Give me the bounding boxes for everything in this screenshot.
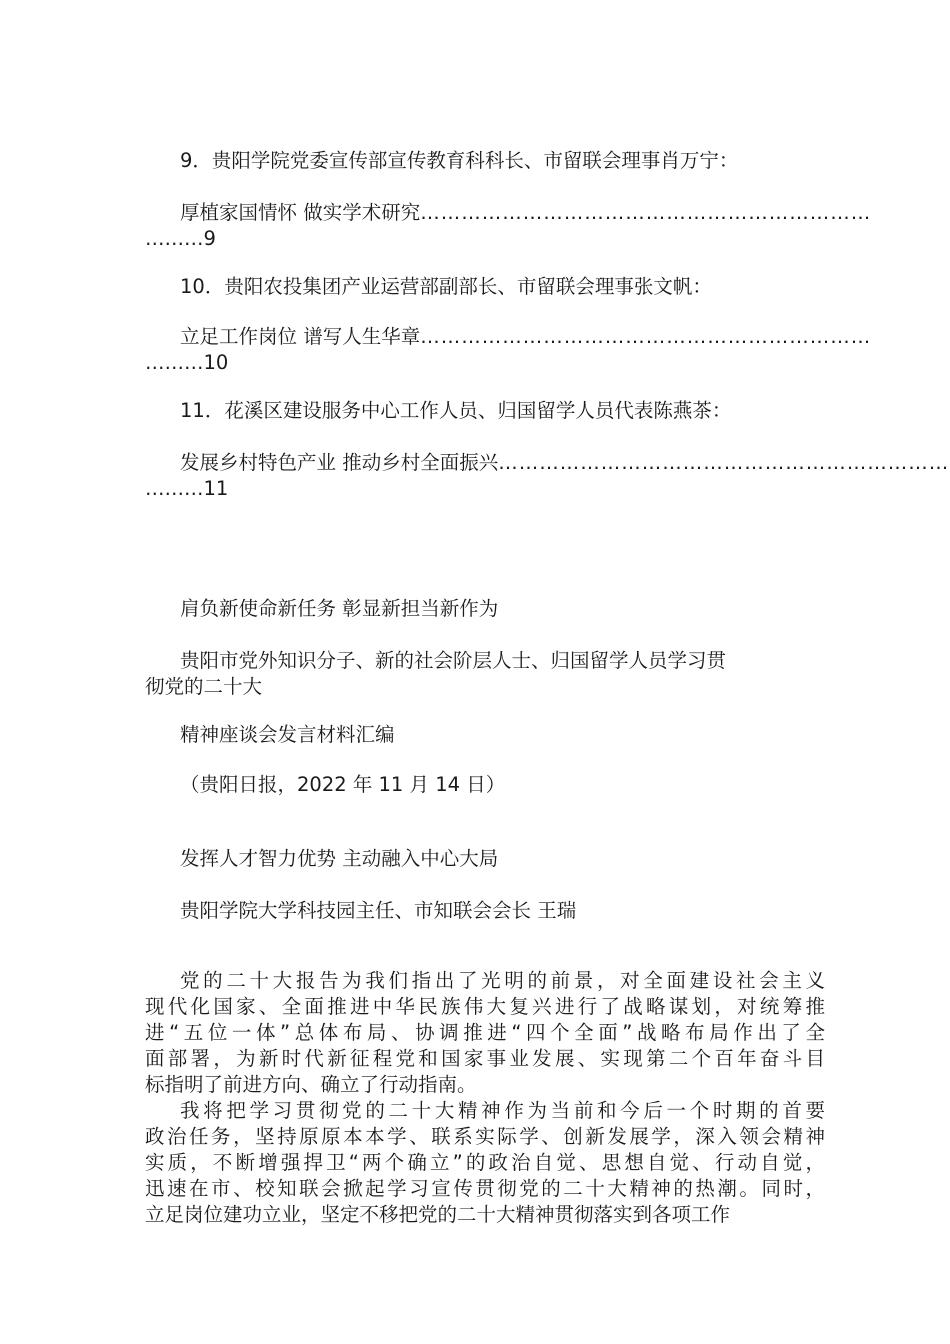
toc-entry-9 [145,200,872,226]
toc-leader-dots: ………………………………………………………… [420,325,872,348]
toc-page-11: 11 [203,477,229,500]
source-note: （贵阳日报，2022 年 11 月 14 日） [180,773,506,796]
paragraph-line: 实质，不断增强捍卫“两个确立”的政治自觉、思想自觉、行动自觉， [145,1151,825,1174]
toc-page-line-10 [145,350,825,376]
toc-page-line-9 [145,226,825,252]
toc-page-10: 10 [203,351,229,374]
compilation-subtitle-line3: 精神座谈会发言材料汇编 [180,723,395,746]
toc-leader-dots: ………………………………………………………… [420,201,872,224]
toc-title-11: 发展乡村特色产业 推动乡村全面振兴 [180,451,499,474]
paragraph-line: 现代化国家、全面推进中华民族伟大复兴进行了战略谋划，对统筹推 [145,995,825,1018]
toc-leader-dots: ………………………………………………………… [498,451,950,474]
toc-title-10: 立足工作岗位 谱写人生华章 [180,325,421,348]
toc-page-9: 9 [203,227,216,250]
toc-leader-dots: ……… [145,477,204,500]
article-author: 贵阳学院大学科技园主任、市知联会会长 王瑞 [180,899,577,922]
toc-leader-dots: ……… [145,351,204,374]
compilation-subtitle: 贵阳市党外知识分子、新的社会阶层人士、归国留学人员学习贯 [180,649,727,672]
paragraph-line: 立足岗位建功立业，坚定不移把党的二十大精神贯彻落实到各项工作 [145,1203,731,1226]
paragraph-line: 进“五位一体”总体布局、协调推进“四个全面”战略布局作出了全 [145,1021,825,1044]
toc-heading-10: 10．贵阳农投集团产业运营部副部长、市留联会理事张文帆： [180,275,712,298]
compilation-title: 肩负新使命新任务 彰显新担当新作为 [180,597,499,620]
toc-title-9: 厚植家国情怀 做实学术研究 [180,201,421,224]
paragraph-line: 政治任务，坚持原原本本学、联系实际学、创新发展学，深入领会精神 [145,1125,825,1148]
toc-heading-9: 9．贵阳学院党委宣传部宣传教育科科长、市留联会理事肖万宁： [180,149,739,172]
toc-leader-dots: ……… [145,227,204,250]
paragraph-line: 党的二十大报告为我们指出了光明的前景，对全面建设社会主义 [180,969,825,992]
compilation-subtitle-cont: 彻党的二十大 [145,675,263,698]
toc-entry-11 [145,450,950,476]
toc-entry-10 [145,324,872,350]
paragraph-line: 我将把学习贯彻党的二十大精神作为当前和今后一个时期的首要 [180,1099,825,1122]
article-title: 发挥人才智力优势 主动融入中心大局 [180,847,499,870]
paragraph-line: 面部署，为新时代新征程党和国家事业发展、实现第二个百年奋斗目 [145,1047,825,1070]
paragraph-line: 标指明了前进方向、确立了行动指南。 [145,1073,477,1096]
toc-page-line-11 [145,476,825,502]
paragraph-line: 迅速在市、校知联会掀起学习宣传贯彻党的二十大精神的热潮。同时， [145,1177,825,1200]
toc-heading-11: 11．花溪区建设服务中心工作人员、归国留学人员代表陈燕茶： [180,399,732,422]
